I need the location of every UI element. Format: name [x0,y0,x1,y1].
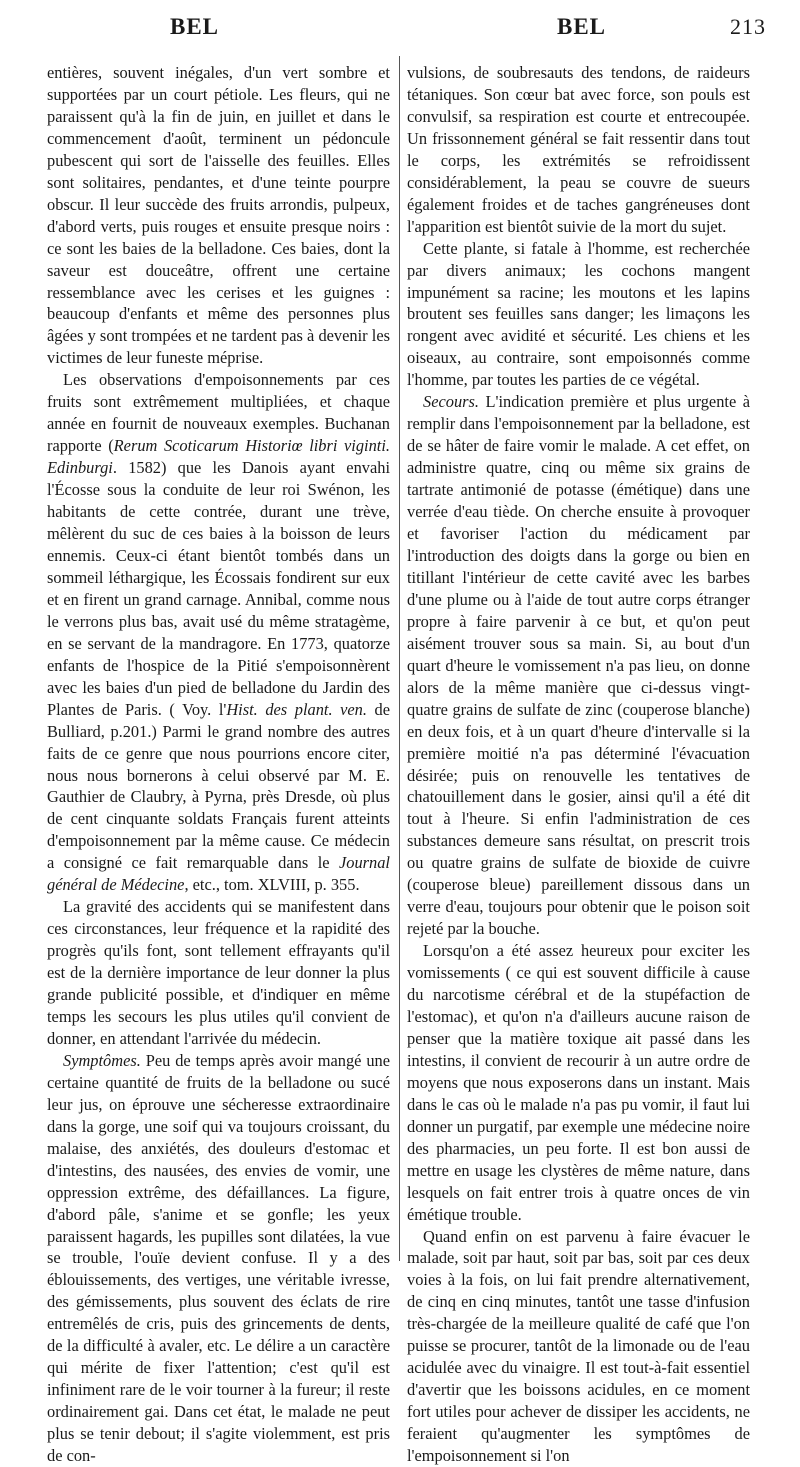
section-label-secours: Secours. [423,392,479,412]
text-run: L'indication première et plus urgente à remplir dans l'empoisonnement par la belladone, est de se hâter de faire vomir le malade. A cet effet, on administre quatre, cinq ou même six grains de tartrate antimonié de potasse (émétique) dans une verrée d'eau tiède. On cherche ensuite à provoquer et favoriser l'action du médicament par l'introduction des doigts dans la gorge ou bien en titillant l'intérieur de cette cavité avec les barbes d'une plume ou à l'aide de tout autre corps étranger propre à faire parvenir à ce but, et qu'on peut aisément trouver sous sa main. Si, au bout d'un quart d'heure le vomissement n'a pas lieu, on donne alors de la même manière que ci-dessus vingt-quatre grains de sulfate de zinc (couperose blanche) en deux fois, et à un quart d'heure d'intervalle si la première moitié n'a pas déterminé l'évacuation désirée; puis on renouvelle les tentatives de chatouillement dans le gosier, ainsi qu'il a été dit tout à l'heure. Si enfin l'administration de ces substances demeure sans résultat, on prescrit trois ou quatre grains de sulfate de bioxide de cuivre (couperose bleue) pareillement dissous dans un verre d'eau, toujours pour obtenir que le poison soit rejeté par la bouche. [407,392,750,939]
paragraph-observations [47,369,390,896]
paragraph-evacuation: Quand enfin on est parvenu à faire évacuer le malade, soit par haut, soit par bas, soit par ces deux voies à la fois, on lui fait prendre alternativement, de cinq en cinq minutes, tantôt une tasse d'infusion très-chargée de la meilleure qualité de café que l'on puisse se procurer, tantôt de la limonade ou de l'eau acidulée avec du vinaigre. Il est tout-à-fait essentiel d'avertir que les boissons acidules, en ce moment fort utiles pour achever de dissiper les accidents, ne feraient qu'augmenter les symptômes de l'empoisonnement si l'on [407,1226,750,1466]
paragraph-gravity: La gravité des accidents qui se manifestent dans ces circonstances, leur fréquence et la rapidité des progrès qu'ils font, sont tellement effrayants qu'il est de la dernière importance de leur donner la plus grande publicité possible, et d'indiquer en même temps les secours les plus utiles qu'il convient de donner, en attendant l'arrivée du médecin. [47,897,390,1048]
citation-title: Journal général de Médecine [47,853,390,895]
text-run: , etc., tom. XLVIII, p. 355. [184,875,360,895]
running-header-right: BEL [557,14,607,39]
paragraph-symptoms [47,1050,390,1467]
page-number: 213 [730,14,766,39]
paragraph-treatment [407,391,750,940]
section-label-symptoms: Symptômes. [63,1050,141,1070]
right-column [407,62,750,1467]
text-run: Les observations d'empoisonnements par ces fruits sont extrêmement multipliées, et chaque année en fournit de nouveaux exemples. Buchanan rapporte ( [47,370,390,456]
text-run: . 1582) que les Danois ayant envahi l'Écosse sous la conduite de leur roi Swénon, les habitants de cette contrée, durant une trève, mêlèrent du suc de ces baies à la boisson de leurs ennemis. Ceux-ci étant bientôt tombés dans un sommeil léthargique, les Écossais fondirent sur eux et en firent un grand carnage. Annibal, comme nous le verrons plus bas, avait usé du même stratagème, en se servant de la mandragore. En 1773, quatorze enfants de l'hospice de la Pitié s'empoisonnèrent avec les baies d'un pied de belladone du Jardin des Plantes de Paris. ( Voy. l' [47,458,390,719]
running-header-left: BEL [170,14,220,39]
column-divider [399,56,400,1261]
citation-title: Rerum Scoticarum Historiœ libri viginti. Edinburgi [47,436,390,478]
paragraph-symptoms-continued: vulsions, de soubresauts des tendons, de raideurs tétaniques. Son cœur bat avec force, son pouls est convulsif, sa respiration est courte et entrecoupée. Un frissonnement général se fait ressentir dans tout le corps, les extrémités se refroidissent considérablement, la peau se couvre de sueurs également froides et de taches gangréneuses dont l'apparition est bientôt suivie de la mort du sujet. [407,63,750,236]
citation-title: Hist. des plant. ven. [226,699,367,719]
text-run: de Bulliard, p.201.) Parmi le grand nombre des autres faits de ce genre que nous pourrions encore citer, nous nous bornerons à celui observé par M. E. Gauthier de Claubry, à Pyrna, près Dresde, où plus de cent cinquante soldats Français furent atteints d'empoisonnement par la même cause. Ce médecin a consigné ce fait remarquable dans le [47,699,390,873]
left-column [47,62,390,1467]
paragraph-plant-description: entières, souvent inégales, d'un vert sombre et supportées par un court pétiole. Les fleurs, qui ne paraissent qu'à la fin de juin, en juillet et dans le commencement d'août, terminent un pédoncule pubescent qui sort de l'aisselle des feuilles. Elles sont solitaires, pendantes, et d'une teinte pourpre obscur. Il leur succède des fruits arrondis, pulpeux, d'abord verts, puis rouges et ensuite presque noirs : ce sont les baies de la belladone. Ces baies, dont la saveur est douceâtre, offrent une certaine ressemblance avec les cerises et les guignes : beaucoup d'enfants et même des personnes plus âgées y sont trompées et ne tardent pas à devenir les victimes de leur funeste méprise. [47,63,390,368]
text-run: Peu de temps après avoir mangé une certaine quantité de fruits de la belladone ou sucé leur jus, on éprouve une sécheresse extraordinaire dans la gorge, une soif qui va toujours croissant, du malaise, des anxiétés, des douleurs d'estomac et d'intestins, des nausées, des envies de vomir, une oppression extrême, des défaillances. La figure, d'abord pâle, s'anime et se gonfle; les yeux paraissent hagards, les pupilles sont dilatées, la vue se trouble, l'ouïe devient confuse. Il y a des éblouissements, des vertiges, une véritable ivresse, des gémissements, plus souvent des éclats de rire entremêlés de cris, puis des grincements de dents, de la difficulté à avaler, etc. Le délire a un caractère qui mérite de fixer l'attention; c'est qu'il est infiniment rare de le voir tourner à la fureur; il reste ordinairement gai. Dans cet état, le malade ne peut plus se tenir debout; il s'agite violemment, est pris de con- [47,1050,390,1466]
paragraph-vomiting: Lorsqu'on a été assez heureux pour exciter les vomissements ( ce qui est souvent difficile à cause du narcotisme cérébral et de la stupéfaction de l'estomac), et qu'on n'a d'ailleurs aucune raison de penser que la matière toxique ait passé dans les intestins, il convient de recourir à un autre ordre de moyens que nous exposerons dans un instant. Mais dans le cas où le malade n'a pas pu vomir, il faut lui donner un purgatif, par exemple une médecine noire des pharmacies, un peu forte. Il est bon aussi de mettre en usage les clystères de même nature, dans lesquels on fait entrer trois à quatre onces de vin émétique trouble. [407,941,750,1224]
paragraph-animals: Cette plante, si fatale à l'homme, est recherchée par divers animaux; les cochons mangent impunément sa racine; les moutons et les lapins broutent ses feuilles sans danger; les limaçons les rongent avec avidité et sécurité. Les chiens et les oiseaux, au contraire, sont empoisonnés comme l'homme, par toutes les parties de ce végétal. [407,238,750,390]
